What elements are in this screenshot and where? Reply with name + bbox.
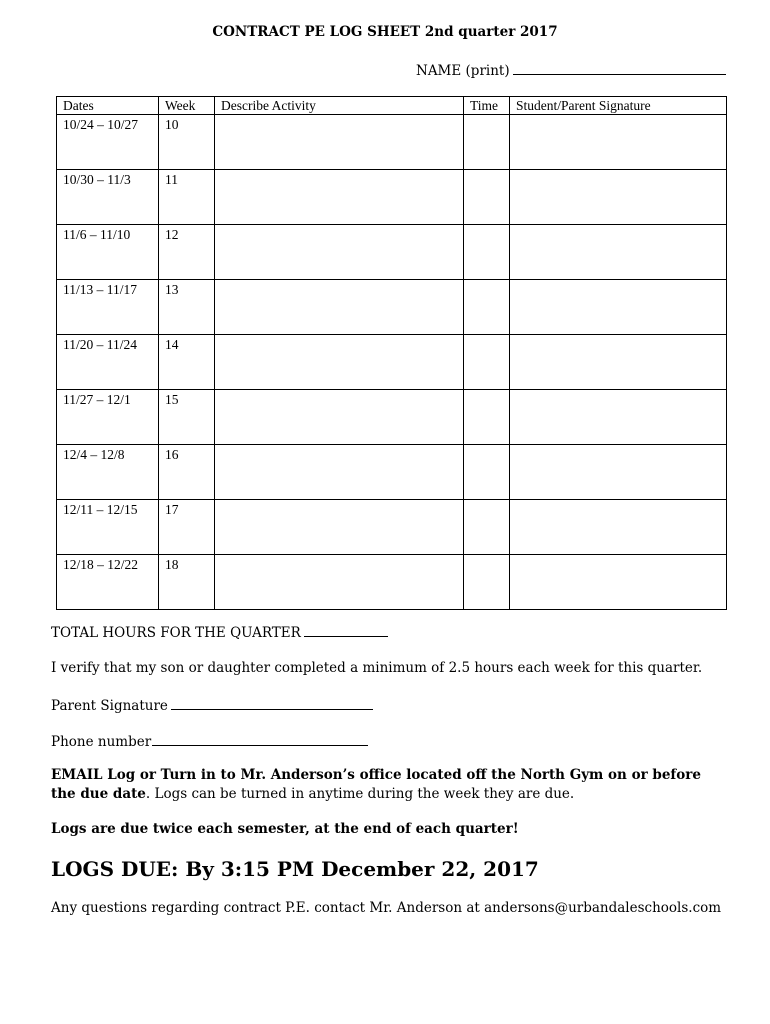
total-hours-field bbox=[51, 624, 388, 641]
email-instructions-bold: EMAIL Log or Turn in to Mr. Anderson’s office located off the North Gym on or before the due date bbox=[51, 767, 701, 802]
cell-signature[interactable] bbox=[510, 555, 727, 610]
total-hours-label: TOTAL HOURS FOR THE QUARTER bbox=[51, 625, 301, 641]
cell-time[interactable] bbox=[464, 170, 510, 225]
cell-time[interactable] bbox=[464, 115, 510, 170]
cell-signature[interactable] bbox=[510, 390, 727, 445]
cell-week: 10 bbox=[159, 115, 215, 170]
cell-signature[interactable] bbox=[510, 280, 727, 335]
cell-dates: 11/20 – 11/24 bbox=[57, 335, 159, 390]
activity-log-table bbox=[56, 96, 727, 610]
cell-time[interactable] bbox=[464, 445, 510, 500]
header-activity: Describe Activity bbox=[215, 97, 464, 115]
cell-week: 18 bbox=[159, 555, 215, 610]
cell-time[interactable] bbox=[464, 280, 510, 335]
cell-dates: 11/13 – 11/17 bbox=[57, 280, 159, 335]
cell-dates: 11/6 – 11/10 bbox=[57, 225, 159, 280]
cell-dates: 10/30 – 11/3 bbox=[57, 170, 159, 225]
twice-per-semester-note: Logs are due twice each semester, at the end of each quarter! bbox=[51, 821, 519, 837]
table-row bbox=[57, 280, 727, 335]
cell-activity[interactable] bbox=[215, 115, 464, 170]
page-title: CONTRACT PE LOG SHEET 2nd quarter 2017 bbox=[212, 24, 558, 40]
cell-time[interactable] bbox=[464, 555, 510, 610]
cell-signature[interactable] bbox=[510, 170, 727, 225]
cell-signature[interactable] bbox=[510, 335, 727, 390]
table-row bbox=[57, 335, 727, 390]
header-week: Week bbox=[159, 97, 215, 115]
phone-label: Phone number bbox=[51, 734, 152, 750]
cell-activity[interactable] bbox=[215, 390, 464, 445]
email-instructions-rest: . Logs can be turned in anytime during the week they are due. bbox=[145, 786, 575, 802]
parent-signature-label: Parent Signature bbox=[51, 698, 168, 714]
cell-activity[interactable] bbox=[215, 445, 464, 500]
cell-dates: 12/11 – 12/15 bbox=[57, 500, 159, 555]
logs-due-heading: LOGS DUE: By 3:15 PM December 22, 2017 bbox=[51, 857, 539, 881]
cell-week: 16 bbox=[159, 445, 215, 500]
parent-signature-blank-line[interactable] bbox=[171, 697, 373, 710]
cell-week: 17 bbox=[159, 500, 215, 555]
cell-dates: 12/18 – 12/22 bbox=[57, 555, 159, 610]
cell-time[interactable] bbox=[464, 390, 510, 445]
cell-activity[interactable] bbox=[215, 170, 464, 225]
cell-signature[interactable] bbox=[510, 115, 727, 170]
cell-activity[interactable] bbox=[215, 335, 464, 390]
phone-blank-line[interactable] bbox=[152, 733, 368, 746]
header-dates: Dates bbox=[57, 97, 159, 115]
header-signature: Student/Parent Signature bbox=[510, 97, 727, 115]
cell-time[interactable] bbox=[464, 335, 510, 390]
cell-signature[interactable] bbox=[510, 500, 727, 555]
cell-activity[interactable] bbox=[215, 280, 464, 335]
name-label: NAME (print) bbox=[416, 63, 510, 79]
name-blank-line[interactable] bbox=[513, 62, 726, 75]
verify-statement: I verify that my son or daughter completed a minimum of 2.5 hours each week for this quarter. bbox=[51, 660, 703, 676]
cell-dates: 12/4 – 12/8 bbox=[57, 445, 159, 500]
cell-signature[interactable] bbox=[510, 225, 727, 280]
table-row bbox=[57, 555, 727, 610]
cell-signature[interactable] bbox=[510, 445, 727, 500]
phone-field bbox=[51, 733, 368, 750]
table-row bbox=[57, 225, 727, 280]
cell-activity[interactable] bbox=[215, 555, 464, 610]
name-field bbox=[416, 62, 726, 79]
cell-time[interactable] bbox=[464, 225, 510, 280]
email-instructions bbox=[51, 766, 711, 804]
table-row bbox=[57, 390, 727, 445]
cell-week: 14 bbox=[159, 335, 215, 390]
cell-week: 13 bbox=[159, 280, 215, 335]
cell-activity[interactable] bbox=[215, 500, 464, 555]
total-hours-blank-line[interactable] bbox=[304, 624, 388, 637]
questions-contact: Any questions regarding contract P.E. contact Mr. Anderson at andersons@urbandaleschools.com bbox=[51, 900, 722, 916]
cell-dates: 11/27 – 12/1 bbox=[57, 390, 159, 445]
table-header-row bbox=[57, 97, 727, 115]
header-time: Time bbox=[464, 97, 510, 115]
cell-dates: 10/24 – 10/27 bbox=[57, 115, 159, 170]
table-row bbox=[57, 115, 727, 170]
table-row bbox=[57, 445, 727, 500]
cell-week: 15 bbox=[159, 390, 215, 445]
table-row bbox=[57, 500, 727, 555]
cell-week: 11 bbox=[159, 170, 215, 225]
cell-time[interactable] bbox=[464, 500, 510, 555]
cell-activity[interactable] bbox=[215, 225, 464, 280]
cell-week: 12 bbox=[159, 225, 215, 280]
table-row bbox=[57, 170, 727, 225]
parent-signature-field bbox=[51, 697, 373, 714]
